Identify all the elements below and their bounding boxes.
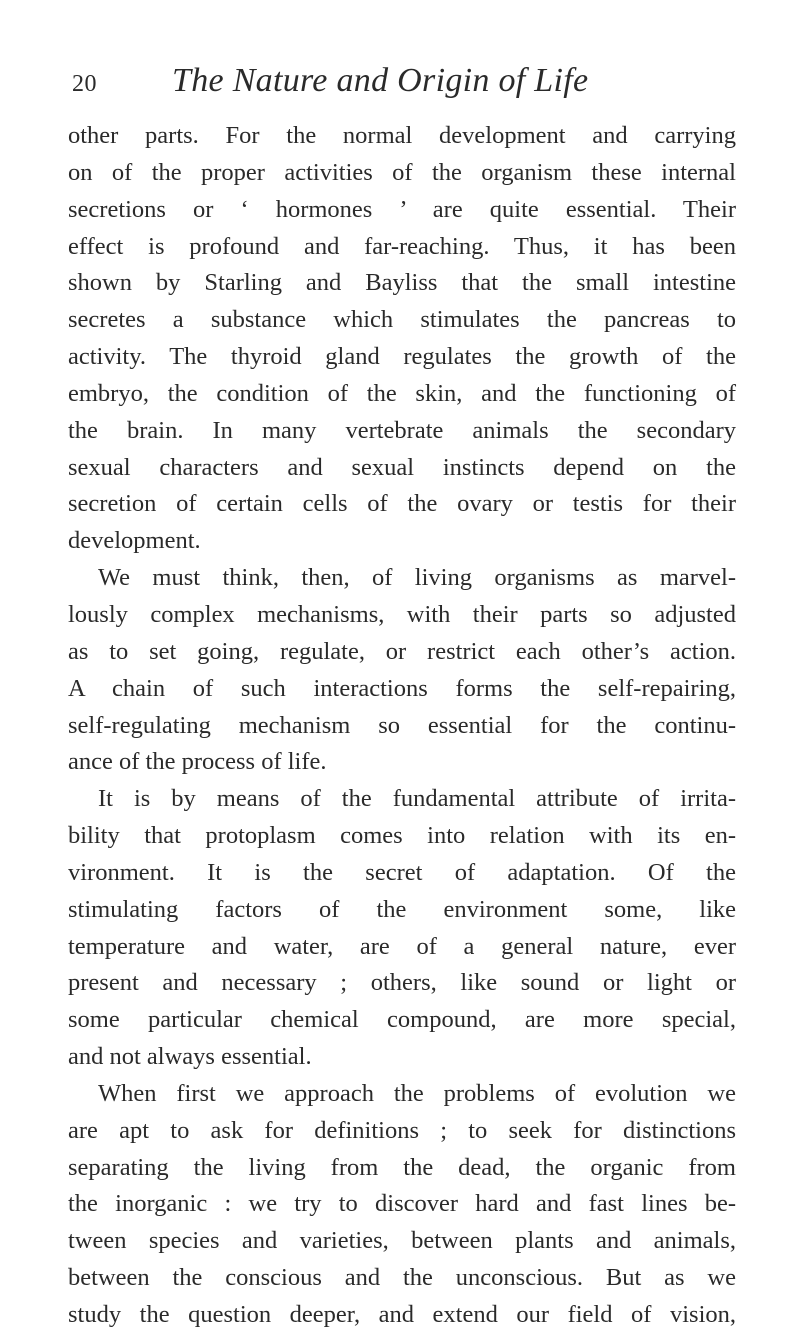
text-line: secretion of certain cells of the ovary or testis for their	[68, 490, 736, 518]
text-line: development.	[68, 527, 201, 555]
text-line: A chain of such interactions forms the self-repairing,	[68, 674, 736, 702]
text-line: tween species and varieties, between plants and animals,	[68, 1227, 736, 1255]
page-number: 20	[72, 71, 97, 97]
text-line: some particular chemical compound, are more special,	[68, 1006, 736, 1034]
text-line: temperature and water, are of a general nature, ever	[68, 932, 736, 960]
text-line: stimulating factors of the environment some, like	[68, 895, 736, 923]
text-line: secretions or ‘ hormones ’ are quite essential. Their	[68, 195, 736, 223]
text-line: other parts. For the normal development and carrying	[68, 122, 736, 149]
text-line: bility that protoplasm comes into relation with its en-	[68, 822, 736, 850]
text-line: as to set going, regulate, or restrict each other’s action.	[68, 637, 736, 665]
text-line: are apt to ask for definitions ; to seek for distinctions	[68, 1116, 736, 1144]
text-line: sexual characters and sexual instincts depend on the	[68, 453, 736, 481]
text-line: It is by means of the fundamental attribute of irrita-	[98, 785, 736, 813]
text-line: lously complex mechanisms, with their parts so adjusted	[68, 600, 736, 628]
text-line: vironment. It is the secret of adaptation. Of the	[68, 858, 736, 886]
text-line: shown by Starling and Bayliss that the small intestine	[68, 269, 736, 297]
text-line: the brain. In many vertebrate animals the secondary	[68, 416, 736, 444]
text-line: present and necessary ; others, like sound or light or	[68, 969, 736, 997]
text-line: ance of the process of life.	[68, 748, 327, 776]
text-line: activity. The thyroid gland regulates the growth of the	[68, 343, 736, 371]
text-line: embryo, the condition of the skin, and the functioning of	[68, 379, 736, 407]
text-line: between the conscious and the unconscious. But as we	[68, 1264, 736, 1292]
text-line: on of the proper activities of the organism these internal	[68, 158, 736, 186]
text-line: self-regulating mechanism so essential for the continu-	[68, 711, 736, 739]
body-text	[68, 118, 736, 1334]
text-line: the inorganic : we try to discover hard and fast lines be-	[68, 1190, 736, 1218]
text-line: effect is profound and far-reaching. Thus, it has been	[68, 232, 736, 260]
text-line: When first we approach the problems of evolution we	[98, 1079, 736, 1107]
running-title: The Nature and Origin of Life	[172, 62, 589, 99]
text-line: secretes a substance which stimulates the pancreas to	[68, 306, 736, 334]
text-line: and not always essential.	[68, 1043, 312, 1071]
text-line: separating the living from the dead, the organic from	[68, 1153, 736, 1181]
text-line: We must think, then, of living organisms as marvel-	[98, 564, 736, 592]
text-line: study the question deeper, and extend our field of vision,	[68, 1301, 736, 1328]
